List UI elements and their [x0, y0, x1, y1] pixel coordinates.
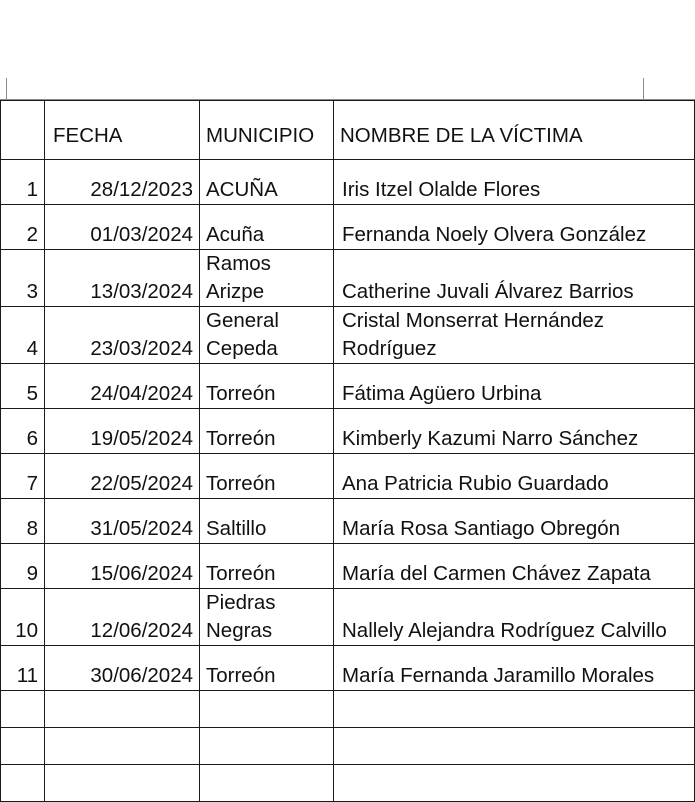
table-row [1, 646, 695, 691]
row-fecha: 13/03/2024 [45, 250, 200, 307]
empty-cell [1, 765, 45, 802]
row-num: 2 [1, 205, 45, 250]
empty-cell [1, 728, 45, 765]
right-margin-marker [643, 78, 644, 100]
row-num: 11 [1, 646, 45, 691]
row-municipio: Torreón [200, 454, 334, 499]
row-num: 4 [1, 307, 45, 364]
row-nombre: Catherine Juvali Álvarez Barrios [334, 250, 695, 307]
row-num: 10 [1, 589, 45, 646]
row-fecha: 12/06/2024 [45, 589, 200, 646]
empty-cell [45, 728, 200, 765]
empty-cell [334, 691, 695, 728]
empty-cell [45, 691, 200, 728]
row-municipio: Torreón [200, 409, 334, 454]
row-nombre: Cristal Monserrat Hernández Rodríguez [334, 307, 695, 364]
row-municipio: Torreón [200, 646, 334, 691]
row-nombre: Kimberly Kazumi Narro Sánchez [334, 409, 695, 454]
row-fecha: 24/04/2024 [45, 364, 200, 409]
row-fecha: 15/06/2024 [45, 544, 200, 589]
empty-cell [334, 765, 695, 802]
table-row [1, 205, 695, 250]
row-municipio: ACUÑA [200, 160, 334, 205]
row-municipio: Torreón [200, 544, 334, 589]
row-num: 6 [1, 409, 45, 454]
row-num: 1 [1, 160, 45, 205]
row-num: 7 [1, 454, 45, 499]
empty-row [1, 728, 695, 765]
empty-cell [200, 765, 334, 802]
table-header-row [1, 101, 695, 160]
row-fecha: 22/05/2024 [45, 454, 200, 499]
row-municipio: Acuña [200, 205, 334, 250]
empty-cell [200, 691, 334, 728]
table-row [1, 307, 695, 364]
empty-cell [45, 765, 200, 802]
victims-table [0, 100, 695, 802]
empty-cell [200, 728, 334, 765]
row-municipio: Saltillo [200, 499, 334, 544]
header-num [1, 101, 45, 160]
empty-cell [1, 691, 45, 728]
header-municipio: MUNICIPIO [200, 101, 334, 160]
row-num: 8 [1, 499, 45, 544]
row-fecha: 31/05/2024 [45, 499, 200, 544]
row-num: 5 [1, 364, 45, 409]
empty-row [1, 765, 695, 802]
table-row [1, 454, 695, 499]
row-fecha: 28/12/2023 [45, 160, 200, 205]
empty-row [1, 691, 695, 728]
table-row [1, 499, 695, 544]
row-nombre: Nallely Alejandra Rodríguez Calvillo [334, 589, 695, 646]
row-nombre: Ana Patricia Rubio Guardado [334, 454, 695, 499]
row-num: 9 [1, 544, 45, 589]
table-row [1, 589, 695, 646]
empty-cell [334, 728, 695, 765]
header-fecha: FECHA [45, 101, 200, 160]
row-fecha: 19/05/2024 [45, 409, 200, 454]
row-municipio: Piedras Negras [200, 589, 334, 646]
row-fecha: 01/03/2024 [45, 205, 200, 250]
table-row [1, 250, 695, 307]
row-nombre: Fernanda Noely Olvera González [334, 205, 695, 250]
row-nombre: María Rosa Santiago Obregón [334, 499, 695, 544]
row-nombre: Iris Itzel Olalde Flores [334, 160, 695, 205]
table-row [1, 409, 695, 454]
table-row [1, 160, 695, 205]
row-nombre: María Fernanda Jaramillo Morales [334, 646, 695, 691]
row-fecha: 23/03/2024 [45, 307, 200, 364]
row-fecha: 30/06/2024 [45, 646, 200, 691]
row-municipio: Ramos Arizpe [200, 250, 334, 307]
row-nombre: María del Carmen Chávez Zapata [334, 544, 695, 589]
row-municipio: Torreón [200, 364, 334, 409]
row-municipio: General Cepeda [200, 307, 334, 364]
table-row [1, 544, 695, 589]
row-num: 3 [1, 250, 45, 307]
header-nombre: NOMBRE DE LA VÍCTIMA [334, 101, 695, 160]
row-nombre: Fátima Agüero Urbina [334, 364, 695, 409]
left-margin-marker [6, 78, 7, 100]
table-row [1, 364, 695, 409]
